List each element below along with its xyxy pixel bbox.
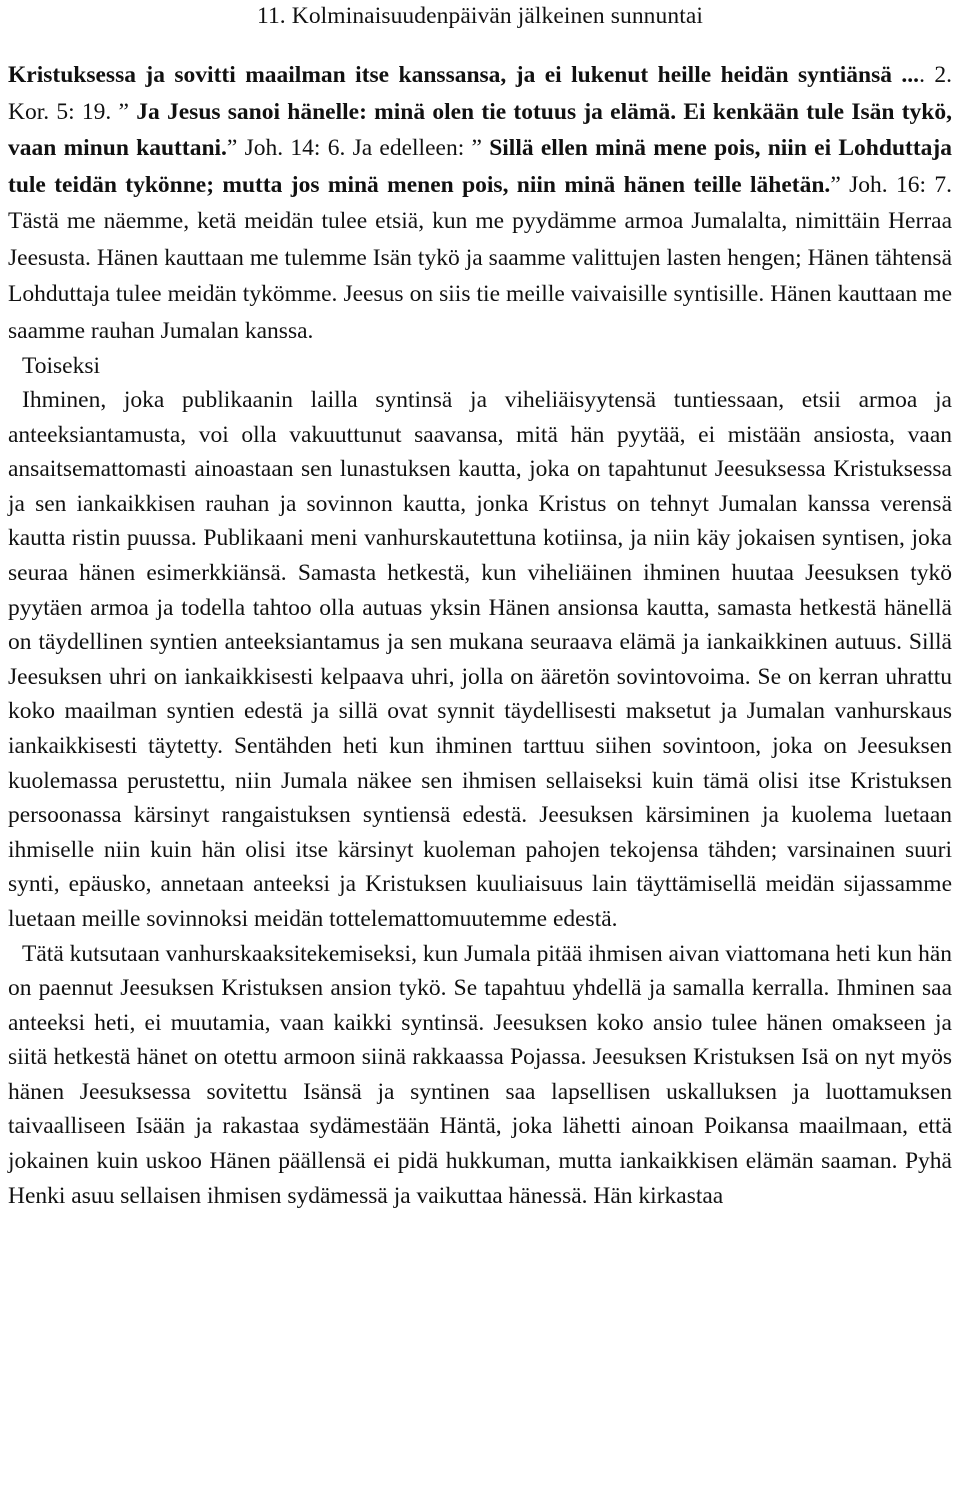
body-paragraph-2: Tätä kutsutaan vanhurskaaksitekemiseksi, kun Jumala pitää ihmisen aivan viattomana heti kun hän on paennut Jeesuksen Kristuksen ansion tykö. Se tapahtuu yhdellä ja samalla kerralla. Ihminen saa anteeksi heti, ei muutamia, vaan kaikki syntinsä. Jeesuksen koko ansio tulee hänen omakseen ja siitä hetkestä hänet on otettu armoon siinä rakkaassa Pojassa. Jeesuksen Kristuksen Isä on nyt myös hänen Jeesuksessa sovitettu Isänsä ja syntinen saa lapsellisen uskalluksen ja luottamuksen taivaalliseen Isään ja rakastaa sydämestään Häntä, joka lähetti ainoan Poikansa maailmaan, että jokainen kuin uskoo Hänen päällensä ei pidä hukkuman, mutta iankaikkisen elämän saaman. Pyhä Henki asuu sellaisen ihmisen sydämessä ja vaikuttaa hänessä. Hän kirkastaa <box>8 940 952 1209</box>
bible-quote-3: Sillä ellen minä mene pois, niin ei Lohduttaja tule teidän tykönne; mutta jos minä menen pois, niin minä hänen teille lähetän. <box>8 135 952 198</box>
bible-quote-2: Ja Jesus sanoi hänelle: minä olen tie totuus ja elämä. Ei kenkään tule Isän tykö, vaan minun kauttani. <box>8 98 952 161</box>
intro-commentary: Joh. 16: 7. Tästä me näemme, ketä meidän tulee etsiä, kun me pyydämme armoa Jumalalta, nimittäin Herraa Jeesusta. Hänen kauttaan me tulemme Isän tykö ja saamme valittujen lasten hengen; Hänen tähtensä Lohduttaja tulee meidän tykömme. Jeesus on siis tie meille vaivaisille syntisille. Hänen kauttaan me saamme rauhan Jumalan kanssa. <box>8 171 952 344</box>
reference-2: Joh. 14: 6. Ja edelleen: <box>244 135 465 161</box>
body-paragraph-1: Ihminen, joka publikaanin lailla syntinsä ja viheliäisyytensä tuntiessaan, etsii armoa ja anteeksiantamusta, voi olla vakuuttunut saavansa, mitä hän pyytää, ei mistään ansiosta, vaan ansaitsemattomasti ainoastaan sen lunastuksen kautta, joka on tapahtunut Jeesuksessa Kristuksessa ja sen iankaikkisen rauhan ja sovinnon kautta, jonka Kristus on tehnyt Jumalan kanssa verensä kautta ristin puussa. Publikaani meni vanhurskautettuna kotiinsa, ja niin käy jokaisen syntisen, joka seuraa hänen esimerkkiänsä. Samasta hetkestä, kun viheliäinen ihminen huutaa Jeesuksen tykö pyytäen armoa ja todella tahtoo olla autuas yksin Hänen ansionsa kautta, samasta hetkestä hänellä on täydellinen syntien anteeksiantamus ja sen mukana seuraava elämä ja iankaikkinen autuus. Sillä Jeesuksen uhri on iankaikkisesti kelpaava uhri, jolla on ääretön sovintovoima. Se on kerran uhrattu koko maailman syntien edestä ja sillä ovat synnit täydellisesti maksetut ja Jumalan vanhurskaus iankaikkisesti täytetty. Sentähden heti kun ihminen tarttuu siihen sovintoon, joka on Jeesuksen kuolemassa perustettu, niin Jumala näkee sen ihmisen sellaiseksi kuin tämä olisi itse Kristuksen persoonassa kärsinyt rangaistuksen syntiensä edestä. Jeesuksen kärsiminen ja kuolema luetaan ihmiselle niin kuin hän olisi itse kärsinyt kuoleman pahojen tekojensa tähden; varsinainen suuri synti, epäusko, annetaan anteeksi ja Kristuksen kuuliaisuus lain täyttämisellä meidän sijassamme luetaan meille sovinnoksi meidän tottelemattomuutemme edestä. <box>8 387 952 932</box>
bible-quote-1: Kristuksessa ja sovitti maailman itse kanssansa, ja ei lukenut heille heidän syntiänsä ... <box>8 62 920 88</box>
reference-1: . 2. Kor. 5: 19. <box>8 62 952 125</box>
section-heading: Toiseksi <box>22 353 100 379</box>
page-header: 11. Kolminaisuudenpäivän jälkeinen sunnuntai <box>256 3 704 29</box>
intro-paragraph: Kristuksessa ja sovitti maailman itse kanssansa, ja ei lukenut heille heidän syntiänsä .... 2. Kor. 5: 19. ” Ja Jesus sanoi hänelle: minä olen tie totuus ja elämä. Ei kenkään tule Isän tykö, vaan minun kauttani.” Joh. 14: 6. Ja edelleen: ” Sillä ellen minä mene pois, niin ei Lohduttaja tule teidän tykönne; mutta jos minä menen pois, niin minä hänen teille lähetän.” Joh. 16: 7. Tästä me näemme, ketä meidän tulee etsiä, kun me pyydämme armoa Jumalalta, nimittäin Herraa Jeesusta. Hänen kauttaan me tulemme Isän tykö ja saamme valittujen lasten hengen; Hänen tähtensä Lohduttaja tulee meidän tykömme. Jeesus on siis tie meille vaivaisille syntisille. Hänen kauttaan me saamme rauhan Jumalan kanssa. <box>8 62 952 344</box>
